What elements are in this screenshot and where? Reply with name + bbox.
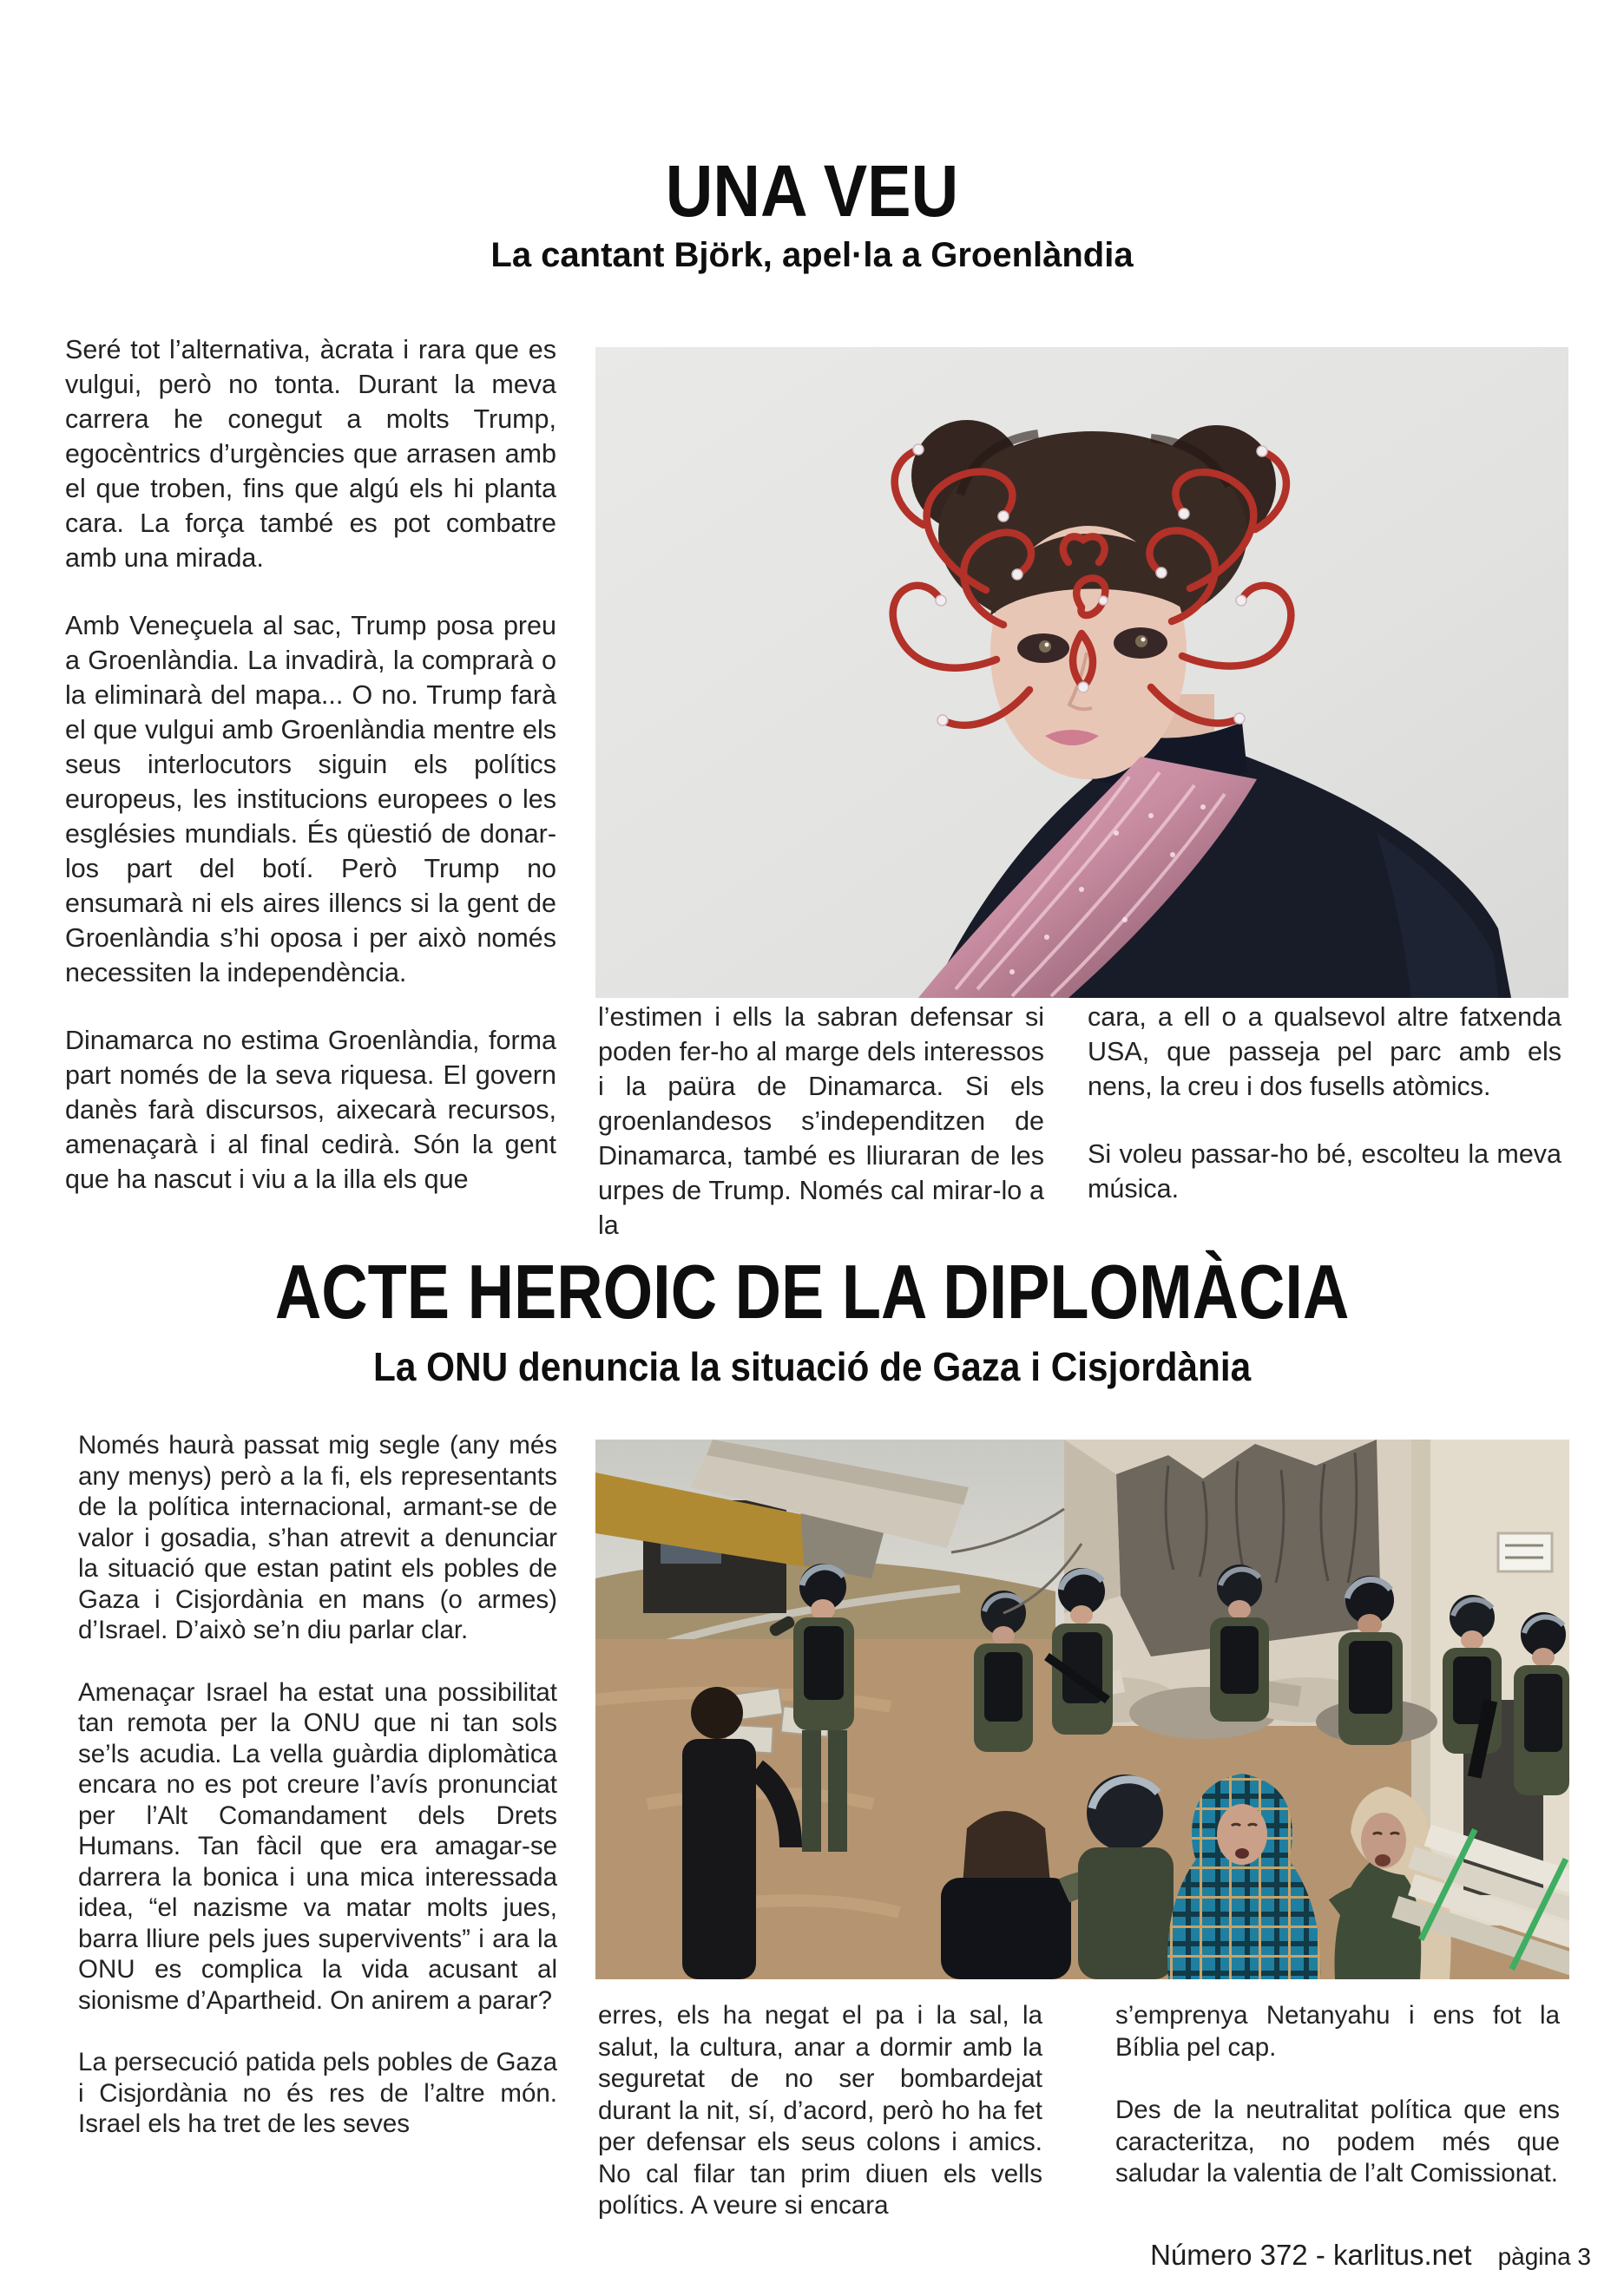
body-paragraph: cara, a ell o a qualsevol altre fatxenda USA, que passeja pel parc amb els nens, la creu i dos fusells atòmics. (1088, 1002, 1562, 1101)
body-paragraph: La persecució patida pels pobles de Gaza i Cisjordània no és res de l’altre món. Israel els ha tret de les seves (78, 2048, 557, 2138)
gaza-demolition-photo (595, 1440, 1569, 1979)
wall-sign (1498, 1533, 1552, 1571)
body-paragraph: erres, els ha negat el pa i la sal, la salut, la cultura, anar a dormir amb la seguretat de no ser bombardejat durant la nit, sí, d’acord, però ho ha fet per defensar els seus colons i amics. No cal filar tan prim diuen els vells polítics. A veure si encara (598, 2001, 1042, 2220)
article2-column-3 (1115, 2000, 1560, 2221)
soldier (1210, 1565, 1269, 1722)
article1-subtitle: La cantant Björk, apel·la a Groenlàndia (490, 236, 1134, 274)
body-paragraph: l’estimen i ells la sabran defensar si poden fer-ho al marge dels interessos i la paüra de Dinamarca. Si els groenlandesos s’independitzen de Dinamarca, també es lliuraran de les urpes de Trump. Només cal mirar-lo a la (598, 1002, 1044, 1240)
body-paragraph: Seré tot l’alternativa, àcrata i rara que es vulgui, però no tonta. Durant la meva carrera he conegut a molts Trump, egocèntrics d’urgències que arrasen amb el que troben, fins que algú els hi planta cara. La força també es pot combatre amb una mirada. (65, 335, 556, 573)
article2-title (0, 1248, 1624, 1336)
soldier (974, 1591, 1033, 1752)
body-paragraph: Si voleu passar-ho bé, escolteu la meva música. (1088, 1139, 1562, 1204)
body-paragraph: Dinamarca no estima Groenlàndia, forma part només de la seva riquesa. El govern danès farà discursos, aixecarà recursos, amenaçarà i al final cedirà. Són la gent que ha nascut i viu a la illa els que (65, 1026, 556, 1194)
article1-title-text: UNA VEU (665, 150, 959, 232)
article1-column-1 (65, 332, 556, 1230)
soldier (1338, 1576, 1403, 1745)
soldier (1443, 1595, 1502, 1779)
article1-column-2 (598, 1000, 1044, 1276)
issue-label: Número 372 - karlitus.net (1150, 2239, 1472, 2271)
body-paragraph: Només haurà passat mig segle (any més any menys) però a la fi, els representants de la política internacional, armant-se de valor i gosadia, s’han atrevit a denunciar la situació que estan patint els pobles de Gaza i Cisjordània en mans (o armes) d’Israel. D’això se’n diu parlar clar. (78, 1431, 557, 1644)
article2-column-1 (78, 1430, 557, 2171)
article2-column-2 (598, 2000, 1042, 2253)
article2-subtitle (0, 1343, 1624, 1390)
soldier (1514, 1612, 1569, 1795)
body-paragraph: Des de la neutralitat política que ens caracteritza, no podem més que saludar la valentia de l’alt Comissionat. (1115, 2096, 1560, 2188)
bjork-portrait-photo (595, 347, 1568, 998)
article2-subtitle-text: La ONU denuncia la situació de Gaza i Cisjordània (372, 1344, 1252, 1389)
body-paragraph: s’emprenya Netanyahu i ens fot la Bíblia pel cap. (1115, 2001, 1560, 2062)
article1-column-3 (1088, 1000, 1562, 1239)
page-footer (1150, 2239, 1591, 2272)
body-paragraph: Amb Veneçuela al sac, Trump posa preu a Groenlàndia. La invadirà, la comprarà o la eliminarà del mapa... O no. Trump farà el que vulgui amb Groenlàndia mentre els seus interlocutors siguin els polítics europeus, les institucions europees o les esglésies mundials. És qüestió de donar-los part del botí. Però Trump no ensumarà ni els aires illencs si la gent de Groenlàndia s’hi oposa i per això només necessiten la independència. (65, 611, 556, 987)
article1-title (0, 149, 1624, 233)
article2-title-text: ACTE HEROIC DE LA DIPLOMÀCIA (274, 1249, 1350, 1335)
helmeted-officer (1078, 1774, 1174, 1979)
page-number: pàgina 3 (1497, 2243, 1591, 2270)
body-paragraph: Amenaçar Israel ha estat una possibilitat tan remota per la ONU que ni tan sols se’ls acudia. La vella guàrdia diplomàtica encara no es pot creure l’avís pronunciat per l’Alt Comandament dels Drets Humans. Tan fàcil que era amagar-se darrera la bonica i una mica interessada idea, “el nazisme va matar molts jues, barra lliure pels jues supervivents” i ara la ONU es complica la vida acusant al sionisme d’Apartheid. On anirem a parar? (78, 1677, 557, 2015)
